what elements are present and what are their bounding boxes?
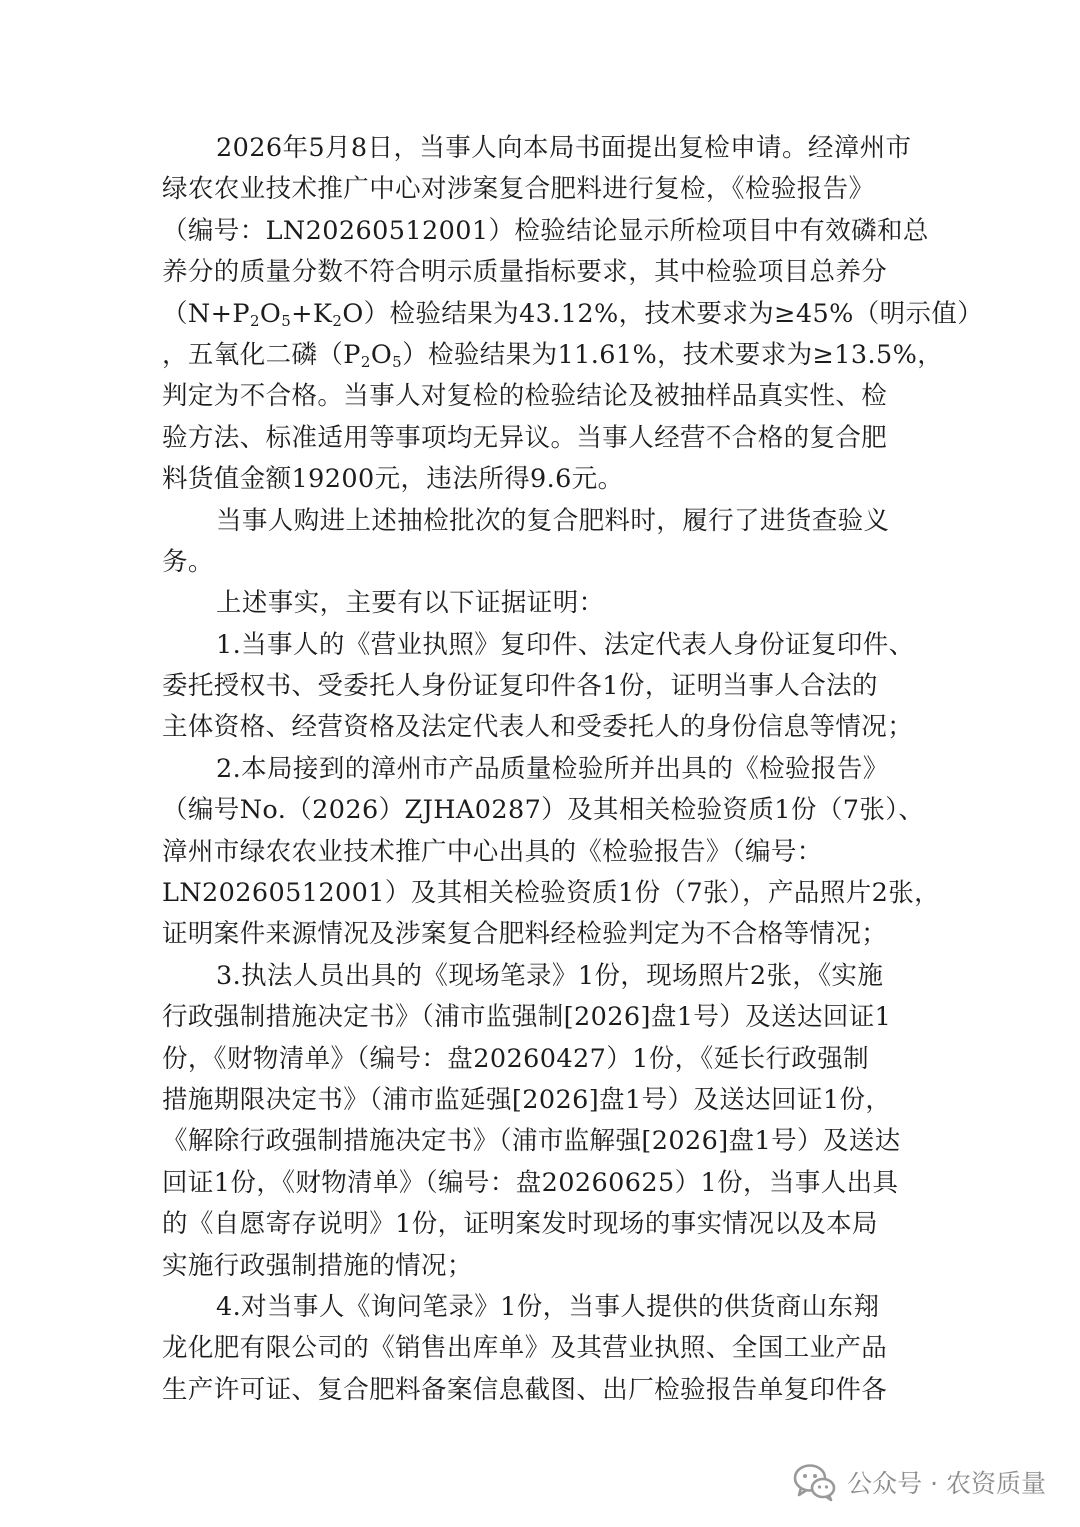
paragraph-line: 生产许可证、复合肥料备案信息截图、出厂检验报告单复印件各	[162, 1374, 888, 1405]
paragraph-line: 份，《财物清单》（编号：盘20260427）1份，《延长行政强制	[162, 1043, 870, 1074]
paragraph-line: 料货值金额19200元，违法所得9.6元。	[162, 464, 624, 495]
document-body	[162, 128, 984, 1411]
paragraph-first-line: 当事人购进上述抽检批次的复合肥料时，履行了进货查验义	[216, 505, 890, 536]
wechat-icon	[793, 1462, 837, 1502]
paragraph-line: （编号：LN20260512001）检验结论显示所检项目中有效磷和总	[162, 215, 929, 246]
paragraph-line: 措施期限决定书》（浦市监延强[2026]盘1号）及送达回证1份，	[162, 1084, 892, 1115]
paragraph-line: 验方法、标准适用等事项均无异议。当事人经营不合格的复合肥	[162, 422, 888, 453]
watermark-text: 公众号 · 农资质量	[847, 1469, 1046, 1498]
paragraph-line: 漳州市绿农农业技术推广中心出具的《检验报告》（编号：	[162, 836, 823, 867]
paragraph-line: 判定为不合格。当事人对复检的检验结论及被抽样品真实性、检	[162, 381, 888, 412]
paragraph-first-line: 3.执法人员出具的《现场笔录》1份，现场照片2张，《实施	[216, 960, 884, 991]
paragraph-line: 龙化肥有限公司的《销售出库单》及其营业执照、全国工业产品	[162, 1333, 888, 1364]
paragraph-line: $(N+P_2O_5+K_2O)$检验结果为43.12%，技术要求为≥45%（明示值）	[162, 298, 984, 330]
paragraph-line: （编号No.（2026）ZJHA0287）及其相关检验资质1份（7张）、	[162, 795, 925, 826]
paragraph-line: 务。	[162, 546, 214, 577]
paragraph-line: 主体资格、经营资格及法定代表人和受委托人的身份信息等情况；	[162, 712, 914, 743]
paragraph-line: 《解除行政强制措施决定书》（浦市监解强[2026]盘1号）及送达	[162, 1126, 901, 1157]
paragraph-line: 绿农农业技术推广中心对涉案复合肥料进行复检，《检验报告》	[162, 174, 875, 205]
paragraph-line: ，五氧化二磷$(P_2O_5)$检验结果为11.61%，技术要求为≥13.5%，	[162, 339, 944, 371]
paragraph-line: 养分的质量分数不符合明示质量指标要求，其中检验项目总养分	[162, 257, 888, 288]
paragraph-first-line: 1.当事人的《营业执照》复印件、法定代表人身份证复印件、	[216, 629, 915, 660]
paragraph-first-line: 2026年5月8日，当事人向本局书面提出复检申请。经漳州市	[216, 133, 912, 163]
watermark	[793, 1458, 1046, 1506]
paragraph-line: LN20260512001）及其相关检验资质1份（7张），产品照片2张，	[162, 878, 941, 909]
paragraph-line: 委托授权书、受委托人身份证复印件各1份，证明当事人合法的	[162, 671, 878, 702]
paragraph-line: 实施行政强制措施的情况；	[162, 1250, 473, 1281]
paragraph-first-line: 4.对当事人《询问笔录》1份，当事人提供的供货商山东翔	[216, 1291, 880, 1322]
paragraph-line: 证明案件来源情况及涉案复合肥料经检验判定为不合格等情况；	[162, 919, 888, 950]
paragraph-first-line: 上述事实，主要有以下证据证明：	[216, 588, 605, 619]
paragraph-line: 行政强制措施决定书》（浦市监强制[2026]盘1号）及送达回证1	[162, 1002, 892, 1033]
paragraph-line: 的《自愿寄存说明》1份，证明案发时现场的事实情况以及本局	[162, 1209, 878, 1240]
paragraph-first-line: 2.本局接到的漳州市产品质量检验所并出具的《检验报告》	[216, 753, 889, 784]
paragraph-line: 回证1份，《财物清单》（编号：盘20260625）1份，当事人出具	[162, 1167, 899, 1198]
